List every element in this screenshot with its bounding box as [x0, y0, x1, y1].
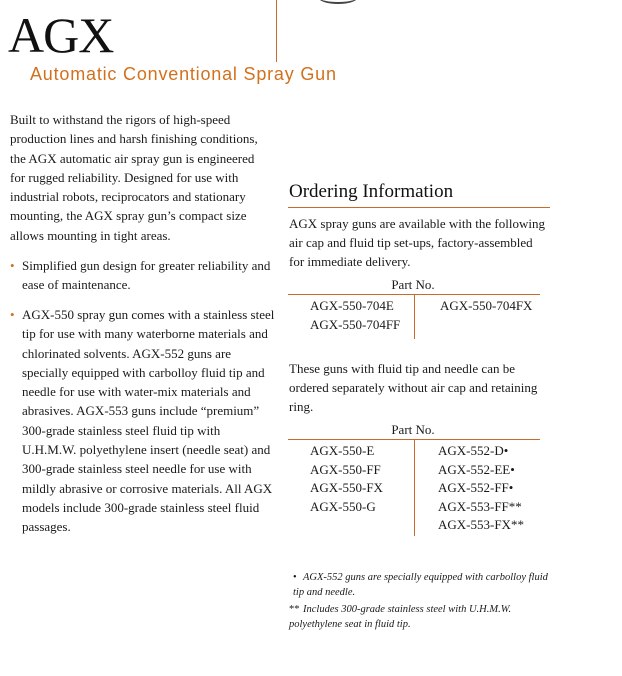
- decorative-arc: [318, 0, 358, 4]
- ordering-text: AGX spray guns are available with the following air cap and fluid tip set-ups, factory-assembled for immediate delivery.: [289, 216, 545, 269]
- bullet-item: [10, 305, 277, 537]
- part-number: AGX-550-FX: [310, 480, 383, 495]
- part-number: AGX-550-E: [310, 443, 375, 458]
- separate-order-text: These guns with fluid tip and needle can be ordered separately without air cap and retaining ring.: [289, 361, 538, 414]
- table-divider: [414, 440, 415, 536]
- bullet-dot: •: [10, 307, 15, 322]
- brand-title: AGX: [8, 7, 114, 63]
- top-divider-line: [276, 0, 277, 62]
- part-number: AGX-553-FX**: [438, 517, 524, 532]
- bullet-item: [10, 256, 277, 295]
- part-number: AGX-552-FF•: [438, 480, 514, 495]
- bullet-text: Simplified gun design for greater reliability and ease of maintenance.: [22, 258, 271, 293]
- part-number: AGX-553-FF**: [438, 498, 522, 514]
- part-number: AGX-552-EE•: [438, 461, 515, 477]
- table-divider: [414, 295, 415, 339]
- title-rule: [288, 207, 550, 208]
- intro-paragraph: Built to withstand the rigors of high-speed production lines and harsh finishing conditions, the AGX automatic air spray gun is engineered for rugged reliability. Designed for use with industrial robots, reciprocators and stationary mounting, the AGX spray gun’s compact size allows mounting in tight areas.: [10, 112, 258, 243]
- part-number: AGX-550-G: [310, 498, 376, 514]
- footnote-mark: •: [293, 572, 297, 583]
- part-no-header: Part No.: [391, 422, 435, 437]
- footnote: [289, 602, 553, 632]
- bullet-text: AGX-550 spray gun comes with a stainless steel tip for use with many waterborne materials and chlorinated solvents. AGX-552 guns are specially equipped with carbolloy fluid tip and needle for use with water-mix materials and abrasives. AGX-553 guns include “premium” 300-grade stainless steel fluid tip with U.H.M.W. polyethylene insert (needle seat) and 300-grade stainless steel needle for use with mildly abrasive or corrosive materials. All AGX models include 300-grade stainless steel fluid passages.: [22, 307, 275, 535]
- footnote: [293, 570, 553, 600]
- footnote-mark: **: [289, 604, 300, 615]
- bullet-dot: •: [10, 258, 15, 273]
- ordering-title: Ordering Information: [289, 181, 454, 202]
- footnote-text: AGX-552 guns are specially equipped with carbolloy fluid tip and needle.: [293, 572, 548, 598]
- part-no-header: Part No.: [391, 277, 435, 292]
- part-number: AGX-552-D•: [438, 443, 509, 458]
- part-number: AGX-550-FF: [310, 461, 381, 477]
- page-subtitle: Automatic Conventional Spray Gun: [30, 64, 337, 84]
- part-number: AGX-550-704FX: [440, 298, 533, 313]
- part-number: AGX-550-704E: [310, 298, 394, 313]
- part-number: AGX-550-704FF: [310, 317, 401, 332]
- footnote-text: Includes 300-grade stainless steel with U.H.M.W. polyethylene seat in fluid tip.: [289, 604, 512, 630]
